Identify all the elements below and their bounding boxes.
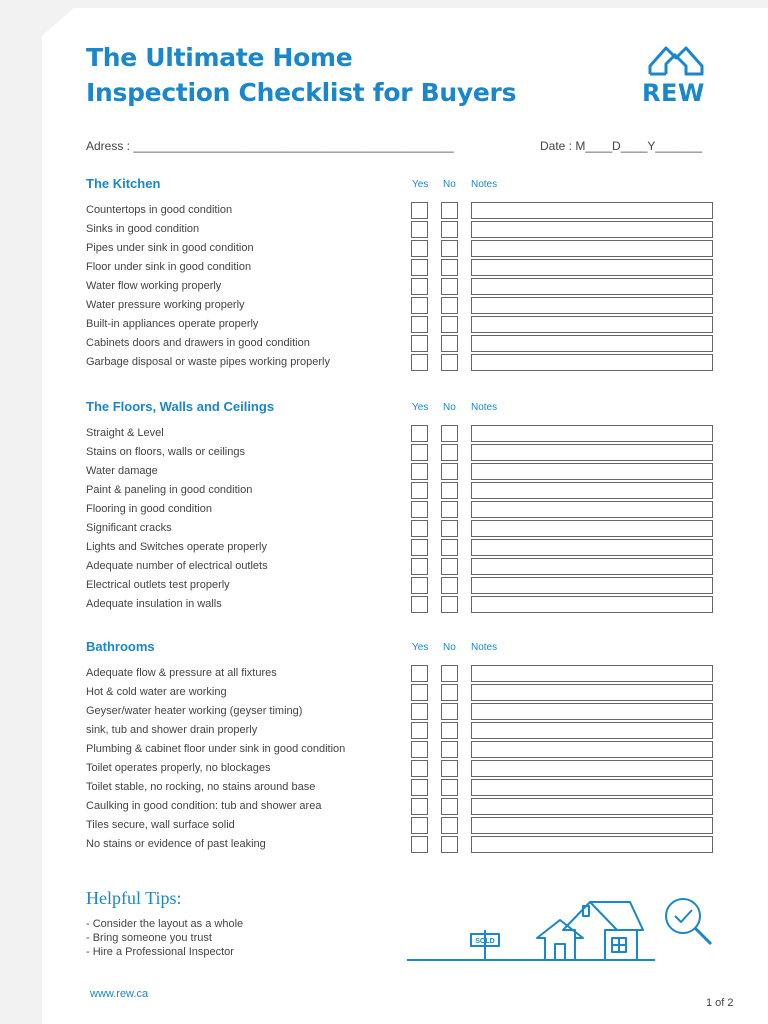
- checklist-item-label: Paint & paneling in good condition: [86, 484, 253, 496]
- checklist-item-label: Floor under sink in good condition: [86, 261, 252, 273]
- checklist-item-label: Water pressure working properly: [86, 299, 245, 311]
- checklist-row: [86, 354, 716, 373]
- checklist-row: [86, 684, 716, 703]
- checklist-row: [86, 665, 716, 684]
- checklist-item-label: Tiles secure, wall surface solid: [86, 819, 235, 831]
- yes-checkbox[interactable]: [411, 221, 428, 238]
- address-field[interactable]: Adress : ________________________________________________: [86, 139, 454, 153]
- no-checkbox[interactable]: [441, 221, 458, 238]
- yes-checkbox[interactable]: [411, 760, 428, 777]
- checklist-item-label: Built-in appliances operate properly: [86, 318, 259, 330]
- no-checkbox[interactable]: [441, 425, 458, 442]
- checklist-item-label: Hot & cold water are working: [86, 686, 227, 698]
- checklist-item-label: Caulking in good condition: tub and shower area: [86, 800, 322, 812]
- checklist-row: [86, 558, 716, 577]
- checklist-row: [86, 596, 716, 615]
- yes-checkbox[interactable]: [411, 354, 428, 371]
- yes-checkbox[interactable]: [411, 817, 428, 834]
- notes-field[interactable]: [471, 741, 713, 758]
- notes-field[interactable]: [471, 703, 713, 720]
- column-header-yes: Yes: [412, 642, 429, 653]
- no-checkbox[interactable]: [441, 596, 458, 613]
- notes-field[interactable]: [471, 577, 713, 594]
- no-checkbox[interactable]: [441, 741, 458, 758]
- notes-field[interactable]: [471, 798, 713, 815]
- checklist-row: [86, 539, 716, 558]
- notes-field[interactable]: [471, 760, 713, 777]
- yes-checkbox[interactable]: [411, 577, 428, 594]
- notes-field[interactable]: [471, 836, 713, 853]
- no-checkbox[interactable]: [441, 259, 458, 276]
- checklist-item-label: Adequate insulation in walls: [86, 598, 222, 610]
- notes-field[interactable]: [471, 665, 713, 682]
- column-header-no: No: [443, 642, 456, 653]
- no-checkbox[interactable]: [441, 202, 458, 219]
- no-checkbox[interactable]: [441, 354, 458, 371]
- date-field[interactable]: Date : M____D____Y_______: [540, 139, 703, 153]
- yes-checkbox[interactable]: [411, 520, 428, 537]
- checklist-item-label: Adequate flow & pressure at all fixtures: [86, 667, 277, 679]
- yes-checkbox[interactable]: [411, 240, 428, 257]
- notes-field[interactable]: [471, 596, 713, 613]
- column-header-yes: Yes: [412, 402, 429, 413]
- yes-checkbox[interactable]: [411, 463, 428, 480]
- no-checkbox[interactable]: [441, 577, 458, 594]
- checklist-row: [86, 259, 716, 278]
- yes-checkbox[interactable]: [411, 703, 428, 720]
- checklist-row: [86, 221, 716, 240]
- yes-checkbox[interactable]: [411, 558, 428, 575]
- no-checkbox[interactable]: [441, 297, 458, 314]
- notes-field[interactable]: [471, 817, 713, 834]
- yes-checkbox[interactable]: [411, 596, 428, 613]
- no-checkbox[interactable]: [441, 444, 458, 461]
- checklist-item-label: Cabinets doors and drawers in good condition: [86, 337, 310, 349]
- no-checkbox[interactable]: [441, 798, 458, 815]
- yes-checkbox[interactable]: [411, 684, 428, 701]
- tip-item: - Consider the layout as a whole: [86, 918, 244, 930]
- checklist-row: [86, 501, 716, 520]
- checklist-item-label: Toilet stable, no rocking, no stains around base: [86, 781, 316, 793]
- tips-title: Helpful Tips:: [86, 888, 182, 908]
- checklist-item-label: No stains or evidence of past leaking: [86, 838, 266, 850]
- checklist-row: [86, 278, 716, 297]
- yes-checkbox[interactable]: [411, 798, 428, 815]
- checklist-row: [86, 335, 716, 354]
- checklist-item-label: Pipes under sink in good condition: [86, 242, 254, 254]
- no-checkbox[interactable]: [441, 558, 458, 575]
- logo-wordmark: REW: [642, 79, 705, 107]
- checklist-item-label: Toilet operates properly, no blockages: [86, 762, 271, 774]
- no-checkbox[interactable]: [441, 482, 458, 499]
- title-line-2: Inspection Checklist for Buyers: [86, 78, 517, 107]
- yes-checkbox[interactable]: [411, 501, 428, 518]
- section-title: Bathrooms: [86, 639, 155, 654]
- no-checkbox[interactable]: [441, 520, 458, 537]
- checklist-item-label: sink, tub and shower drain properly: [86, 724, 258, 736]
- no-checkbox[interactable]: [441, 665, 458, 682]
- no-checkbox[interactable]: [441, 463, 458, 480]
- yes-checkbox[interactable]: [411, 665, 428, 682]
- no-checkbox[interactable]: [441, 240, 458, 257]
- notes-field[interactable]: [471, 240, 713, 257]
- yes-checkbox[interactable]: [411, 259, 428, 276]
- checklist-row: [86, 779, 716, 798]
- column-header-no: No: [443, 179, 456, 190]
- checklist-row: [86, 482, 716, 501]
- houses-illustration-icon: [405, 890, 725, 970]
- notes-field[interactable]: [471, 297, 713, 314]
- notes-field[interactable]: [471, 316, 713, 333]
- checklist-item-label: Water damage: [86, 465, 158, 477]
- notes-field[interactable]: [471, 684, 713, 701]
- no-checkbox[interactable]: [441, 501, 458, 518]
- no-checkbox[interactable]: [441, 684, 458, 701]
- checklist-row: [86, 722, 716, 741]
- no-checkbox[interactable]: [441, 760, 458, 777]
- checklist-row: [86, 520, 716, 539]
- checklist-item-label: Significant cracks: [86, 522, 172, 534]
- yes-checkbox[interactable]: [411, 539, 428, 556]
- notes-field[interactable]: [471, 558, 713, 575]
- title-line-1: The Ultimate Home: [86, 43, 353, 72]
- notes-field[interactable]: [471, 779, 713, 796]
- no-checkbox[interactable]: [441, 817, 458, 834]
- checklist-row: [86, 425, 716, 444]
- checklist-row: [86, 316, 716, 335]
- checklist-item-label: Geyser/water heater working (geyser timing): [86, 705, 303, 717]
- notes-field[interactable]: [471, 539, 713, 556]
- no-checkbox[interactable]: [441, 722, 458, 739]
- notes-field[interactable]: [471, 463, 713, 480]
- no-checkbox[interactable]: [441, 278, 458, 295]
- checklist-row: [86, 444, 716, 463]
- yes-checkbox[interactable]: [411, 444, 428, 461]
- page-title: [86, 40, 606, 110]
- checklist-row: [86, 741, 716, 760]
- checklist-row: [86, 836, 716, 855]
- checklist-item-label: Countertops in good condition: [86, 204, 233, 216]
- checklist-row: [86, 817, 716, 836]
- no-checkbox[interactable]: [441, 539, 458, 556]
- checklist-row: [86, 202, 716, 221]
- footer-link[interactable]: www.rew.ca: [90, 988, 149, 1000]
- column-header-notes: Notes: [471, 179, 498, 190]
- yes-checkbox[interactable]: [411, 741, 428, 758]
- checklist-item-label: Water flow working properly: [86, 280, 222, 292]
- checklist-item-label: Sinks in good condition: [86, 223, 200, 235]
- no-checkbox[interactable]: [441, 836, 458, 853]
- checklist-item-label: Straight & Level: [86, 427, 164, 439]
- checklist-row: [86, 463, 716, 482]
- notes-field[interactable]: [471, 278, 713, 295]
- notes-field[interactable]: [471, 501, 713, 518]
- checklist-item-label: Stains on floors, walls or ceilings: [86, 446, 245, 458]
- notes-field[interactable]: [471, 259, 713, 276]
- checklist-item-label: Adequate number of electrical outlets: [86, 560, 268, 572]
- column-header-notes: Notes: [471, 402, 498, 413]
- notes-field[interactable]: [471, 520, 713, 537]
- checklist-item-label: Plumbing & cabinet floor under sink in good condition: [86, 743, 346, 755]
- sold-sign-text: SOLD: [475, 938, 495, 945]
- checklist-item-label: Electrical outlets test properly: [86, 579, 230, 591]
- notes-field[interactable]: [471, 354, 713, 371]
- column-header-yes: Yes: [412, 179, 429, 190]
- notes-field[interactable]: [471, 221, 713, 238]
- no-checkbox[interactable]: [441, 779, 458, 796]
- notes-field[interactable]: [471, 202, 713, 219]
- yes-checkbox[interactable]: [411, 297, 428, 314]
- yes-checkbox[interactable]: [411, 836, 428, 853]
- checklist-row: [86, 577, 716, 596]
- checklist-row: [86, 703, 716, 722]
- section-title: The Floors, Walls and Ceilings: [86, 399, 275, 414]
- checklist-item-label: Flooring in good condition: [86, 503, 212, 515]
- notes-field[interactable]: [471, 444, 713, 461]
- checklist-row: [86, 760, 716, 779]
- yes-checkbox[interactable]: [411, 425, 428, 442]
- checklist-item-label: Lights and Switches operate properly: [86, 541, 267, 553]
- yes-checkbox[interactable]: [411, 335, 428, 352]
- yes-checkbox[interactable]: [411, 722, 428, 739]
- notes-field[interactable]: [471, 722, 713, 739]
- page-number: 1 of 2: [706, 997, 734, 1009]
- checklist-row: [86, 297, 716, 316]
- column-header-no: No: [443, 402, 456, 413]
- yes-checkbox[interactable]: [411, 482, 428, 499]
- no-checkbox[interactable]: [441, 335, 458, 352]
- notes-field[interactable]: [471, 482, 713, 499]
- notes-field[interactable]: [471, 335, 713, 352]
- notes-field[interactable]: [471, 425, 713, 442]
- yes-checkbox[interactable]: [411, 779, 428, 796]
- column-header-notes: Notes: [471, 642, 498, 653]
- checklist-row: [86, 240, 716, 259]
- no-checkbox[interactable]: [441, 316, 458, 333]
- checklist-item-label: Garbage disposal or waste pipes working properly: [86, 356, 330, 368]
- checklist-row: [86, 798, 716, 817]
- yes-checkbox[interactable]: [411, 278, 428, 295]
- tip-item: - Bring someone you trust: [86, 932, 212, 944]
- tip-item: - Hire a Professional Inspector: [86, 946, 234, 958]
- section-title: The Kitchen: [86, 176, 161, 191]
- no-checkbox[interactable]: [441, 703, 458, 720]
- yes-checkbox[interactable]: [411, 202, 428, 219]
- yes-checkbox[interactable]: [411, 316, 428, 333]
